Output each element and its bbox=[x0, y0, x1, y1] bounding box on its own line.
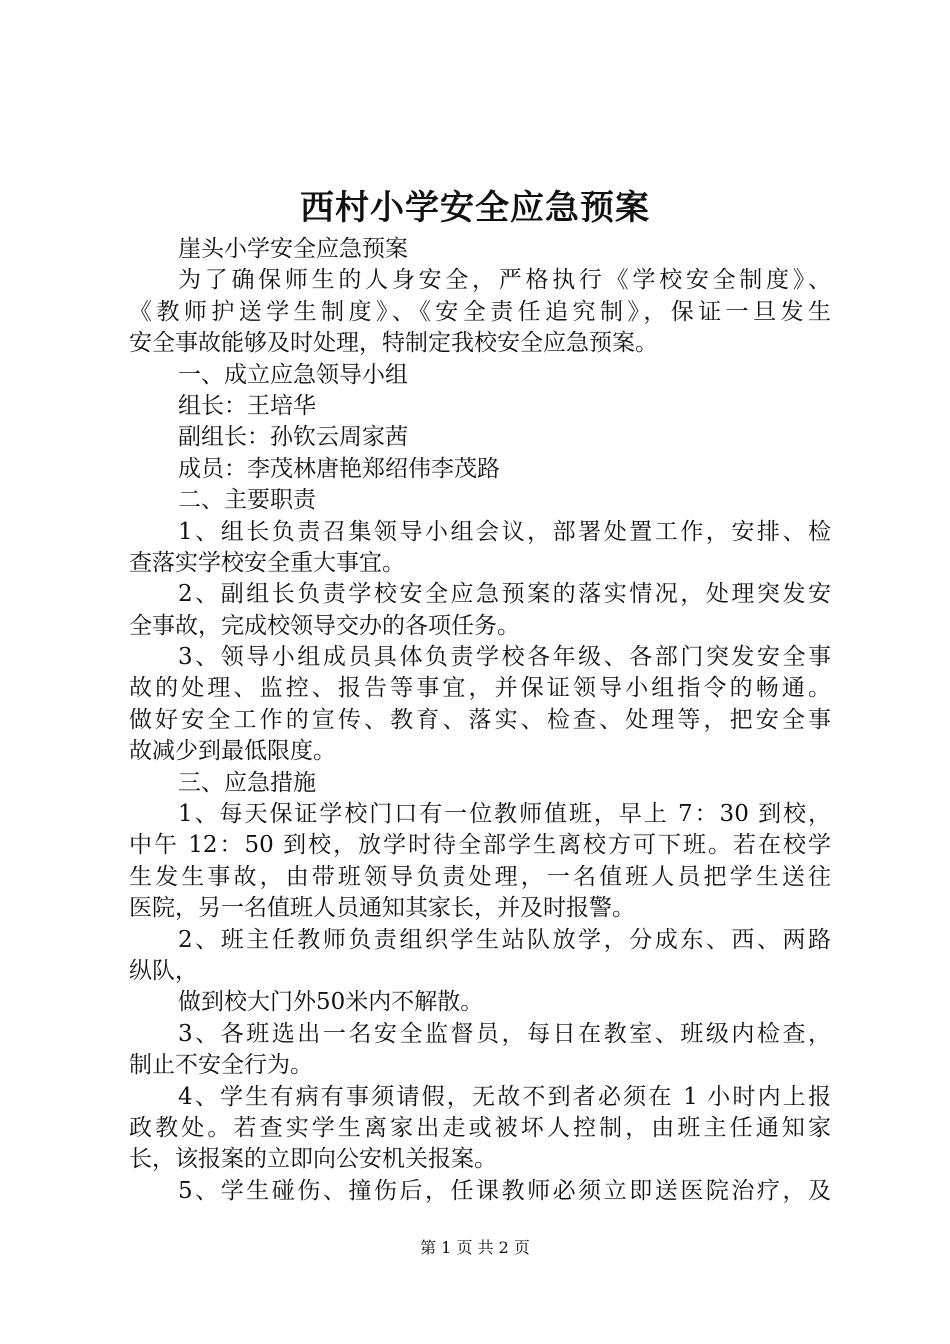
text-line: 1、组长负责召集领导小组会议，部署处置工作，安排、检 bbox=[178, 518, 831, 545]
text-line: 2、班主任教师负责组织学生站队放学，分成东、西、两路 bbox=[178, 926, 831, 953]
text-line: 做好安全工作的宣传、教育、落实、检查、处理等，把安全事 bbox=[129, 706, 831, 733]
text-line: 长，该报案的立即向公安机关报案。 bbox=[129, 1146, 497, 1173]
text-line: 故的处理、监控、报告等事宜，并保证领导小组指令的畅通。 bbox=[129, 675, 831, 702]
text-line: 三、应急措施 bbox=[178, 769, 316, 796]
text-line: 纵队， bbox=[129, 957, 198, 984]
page-footer: 第 1 页 共 2 页 bbox=[420, 1238, 530, 1257]
text-line: 安全事故能够及时处理，特制定我校安全应急预案。 bbox=[129, 330, 658, 357]
text-line: 做到校大门外50米内不解散。 bbox=[178, 989, 484, 1016]
text-line: 一、成立应急领导小组 bbox=[178, 361, 408, 388]
text-line: 成员：李茂林唐艳郑绍伟李茂路 bbox=[178, 455, 500, 482]
text-line: 3、领导小组成员具体负责学校各年级、各部门突发安全事 bbox=[178, 644, 831, 671]
text-line: 政教处。若查实学生离家出走或被坏人控制，由班主任通知家 bbox=[129, 1114, 831, 1141]
text-line: 生发生事故，由带班领导负责处理，一名值班人员把学生送往 bbox=[129, 863, 831, 890]
text-line: 崖头小学安全应急预案 bbox=[178, 236, 408, 262]
text-line: 全事故，完成校领导交办的各项任务。 bbox=[129, 612, 520, 639]
text-line: 二、主要职责 bbox=[178, 487, 316, 514]
document-title: 西村小学安全应急预案 bbox=[300, 188, 650, 228]
text-line: 3、各班选出一名安全监督员，每日在教室、班级内检查， bbox=[178, 1020, 831, 1047]
text-line: 中午 12：50 到校，放学时待全部学生离校方可下班。若在校学 bbox=[129, 832, 831, 859]
text-line: 4、学生有病有事须请假，无故不到者必须在 1 小时内上报 bbox=[178, 1083, 831, 1110]
text-line: 1、每天保证学校门口有一位教师值班，早上 7：30 到校， bbox=[178, 801, 831, 828]
text-line: 副组长：孙钦云周家茜 bbox=[178, 424, 408, 451]
text-line: 查落实学校安全重大事宜。 bbox=[129, 549, 405, 576]
text-line: 5、学生碰伤、撞伤后，任课教师必须立即送医院治疗，及 bbox=[178, 1177, 831, 1204]
text-line: 为了确保师生的人身安全，严格执行《学校安全制度》、 bbox=[178, 267, 831, 294]
text-line: 故减少到最低限度。 bbox=[129, 738, 336, 765]
text-line: 组长：王培华 bbox=[178, 392, 316, 419]
text-line: 《教师护送学生制度》、《安全责任追究制》，保证一旦发生 bbox=[129, 298, 831, 325]
text-line: 制止不安全行为。 bbox=[129, 1052, 313, 1079]
text-line: 2、副组长负责学校安全应急预案的落实情况，处理突发安 bbox=[178, 581, 831, 608]
document-body bbox=[129, 234, 831, 1207]
text-line: 医院，另一名值班人员通知其家长，并及时报警。 bbox=[129, 895, 635, 922]
